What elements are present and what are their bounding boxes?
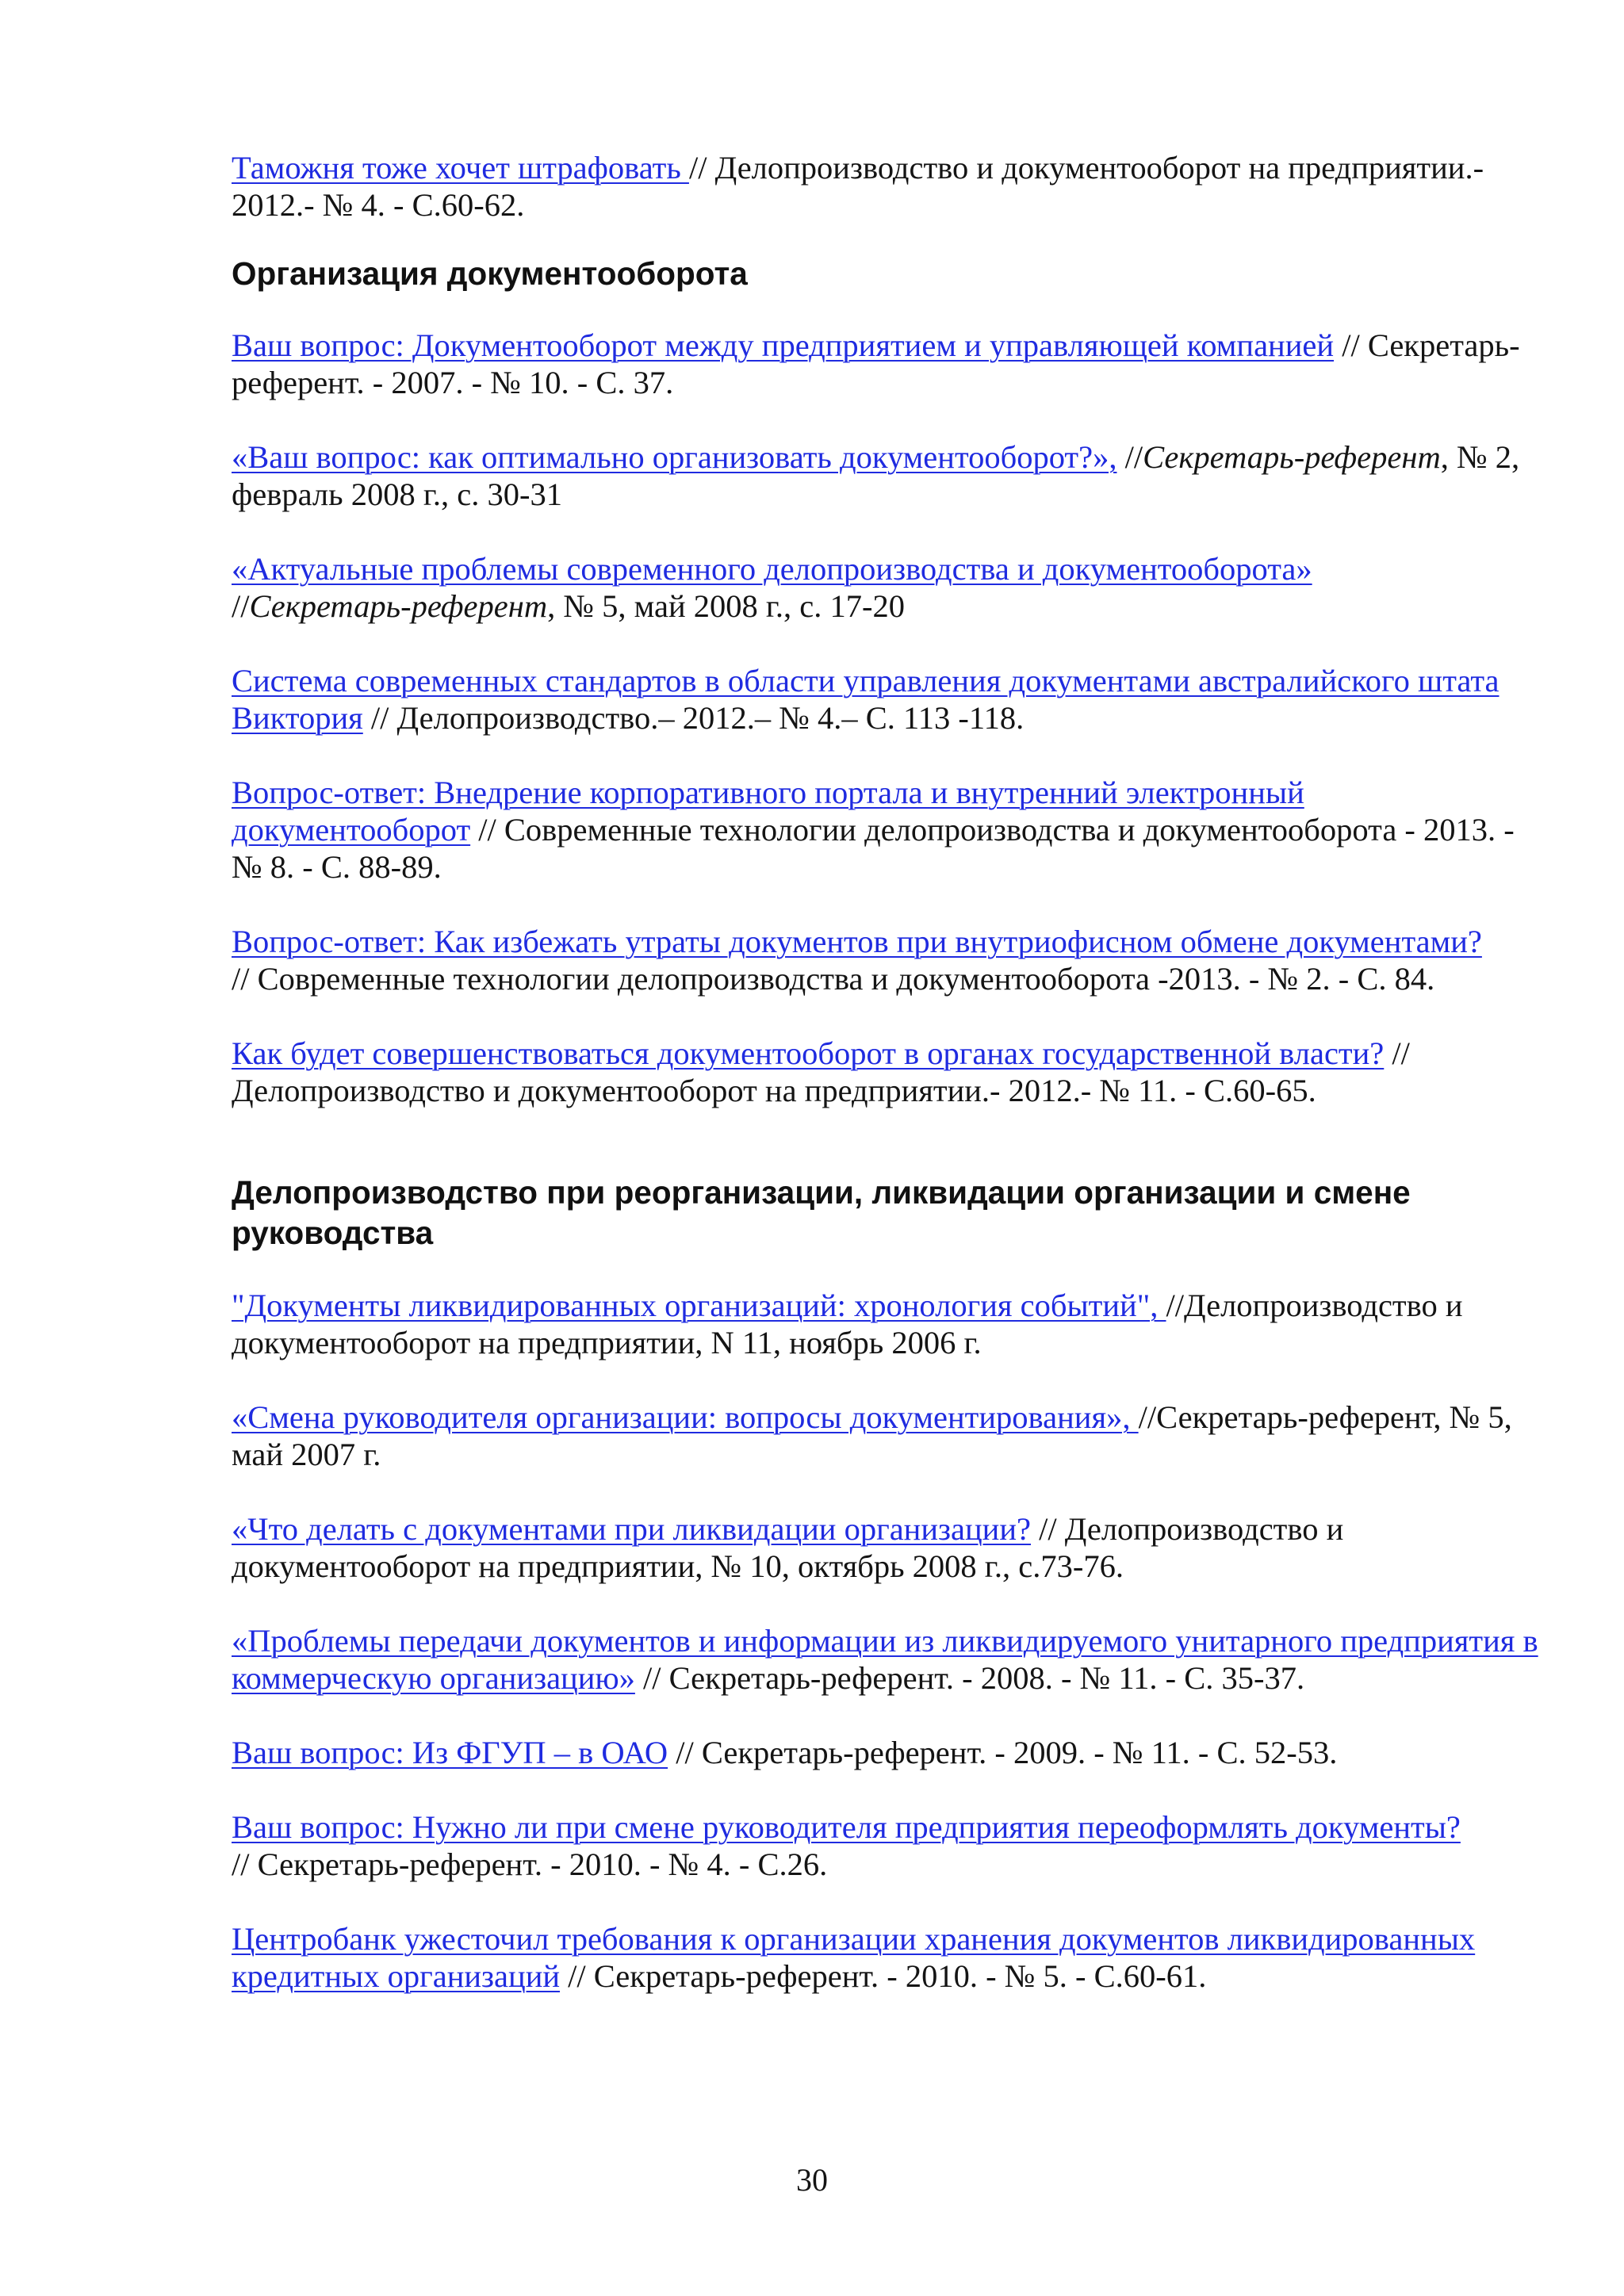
reference-link[interactable]: Ваш вопрос: Из ФГУП – в ОАО [232, 1735, 668, 1770]
reference-entry [232, 1808, 1548, 1883]
reference-source: , № 2, февраль 2008 г., с. 30-31 [232, 439, 1520, 512]
reference-entry [232, 1287, 1548, 1361]
reference-source: // Секретарь-референт. - 2010. - № 4. - С.26. [232, 1846, 828, 1882]
section-heading-reorganization: Делопроизводство при реорганизации, ликвидации организации и смене руководства [232, 1174, 1411, 1251]
reference-link[interactable]: Центробанк ужесточил требования к организации хранения документов ликвидированных кредитных организаций [232, 1921, 1476, 1994]
reference-entry [232, 438, 1548, 513]
reference-link[interactable]: Таможня тоже хочет штрафовать [232, 150, 689, 186]
reference-entry [232, 1734, 1548, 1771]
reference-entry [232, 1622, 1548, 1697]
reference-link[interactable]: Как будет совершенствоваться документооборот в органах государственной власти? [232, 1035, 1385, 1071]
reference-link[interactable]: «Актуальные проблемы современного делопроизводства и документооборота» [232, 551, 1312, 587]
reference-source: // Делопроизводство.– 2012.– № 4.– С. 113 -118. [362, 700, 1025, 736]
reference-source: //Секретарь-референт, № 5, май 2007 г. [232, 1399, 1512, 1472]
reference-source: // Секретарь-референт. - 2007. - № 10. - С. 37. [232, 327, 1520, 400]
reference-source: //Делопроизводство и документооборот на предприятии, N 11, ноябрь 2006 г. [232, 1288, 1463, 1360]
reference-link[interactable]: Вопрос-ответ: Как избежать утраты документов при внутриофисном обмене документами? [232, 924, 1482, 959]
reference-link[interactable]: «Ваш вопрос: как оптимально организовать документооборот?», [232, 439, 1117, 475]
journal-title: Секретарь-референт [1143, 439, 1441, 475]
reference-link[interactable]: «Смена руководителя организации: вопросы документирования», [232, 1399, 1139, 1435]
reference-source: , № 5, май 2008 г., с. 17-20 [547, 588, 905, 624]
reference-link[interactable]: Вопрос-ответ: Внедрение корпоративного портала и внутренний электронный документооборот [232, 775, 1304, 848]
reference-source: // [232, 588, 250, 624]
reference-source: // Современные технологии делопроизводства и документооборота - 2013. - № 8. - С. 88-89. [232, 812, 1515, 885]
reference-entry [232, 1510, 1548, 1585]
reference-entry [232, 1399, 1548, 1473]
document-page [232, 149, 1548, 1995]
reference-entry [232, 923, 1548, 997]
reference-source: // Секретарь-референт. - 2009. - № 11. - С. 52-53. [668, 1735, 1338, 1770]
reference-link[interactable]: "Документы ликвидированных организаций: хронология событий", [232, 1288, 1166, 1323]
reference-source: // Делопроизводство и документооборот на предприятии.- 2012.- № 4. - С.60-62. [232, 150, 1484, 223]
section-heading-organization: Организация документооборота [232, 255, 748, 292]
reference-source: // [1116, 439, 1143, 475]
reference-entry [232, 327, 1548, 401]
reference-entry [232, 550, 1548, 625]
reference-entry [232, 662, 1548, 737]
reference-link[interactable]: «Что делать с документами при ликвидации организации? [232, 1511, 1031, 1547]
reference-entry [232, 1035, 1548, 1109]
reference-entry [232, 149, 1548, 224]
reference-entry [232, 1920, 1548, 1995]
reference-source: // Секретарь-референт. - 2010. - № 5. - С.60-61. [560, 1958, 1207, 1994]
reference-entry [232, 774, 1548, 886]
reference-link[interactable]: Ваш вопрос: Нужно ли при смене руководителя предприятия переоформлять документы? [232, 1809, 1461, 1845]
reference-link[interactable]: Ваш вопрос: Документооборот между предприятием и управляющей компанией [232, 327, 1335, 363]
reference-source: // Секретарь-референт. - 2008. - № 11. - С. 35-37. [634, 1660, 1305, 1696]
reference-link[interactable]: «Проблемы передачи документов и информации из ликвидируемого унитарного предприятия в коммерческую организацию» [232, 1623, 1538, 1696]
page-number: 30 [796, 2162, 828, 2198]
reference-source: // Делопроизводство и документооборот на предприятии, № 10, октябрь 2008 г., с.73-76. [232, 1511, 1344, 1584]
journal-title: Секретарь-референт [249, 588, 548, 624]
reference-source: // Делопроизводство и документооборот на предприятии.- 2012.- № 11. - С.60-65. [232, 1035, 1410, 1108]
reference-link[interactable]: Система современных стандартов в области управления документами австралийского штата Виктория [232, 663, 1500, 736]
reference-source: // Современные технологии делопроизводства и документооборота -2013. - № 2. - С. 84. [232, 961, 1435, 997]
